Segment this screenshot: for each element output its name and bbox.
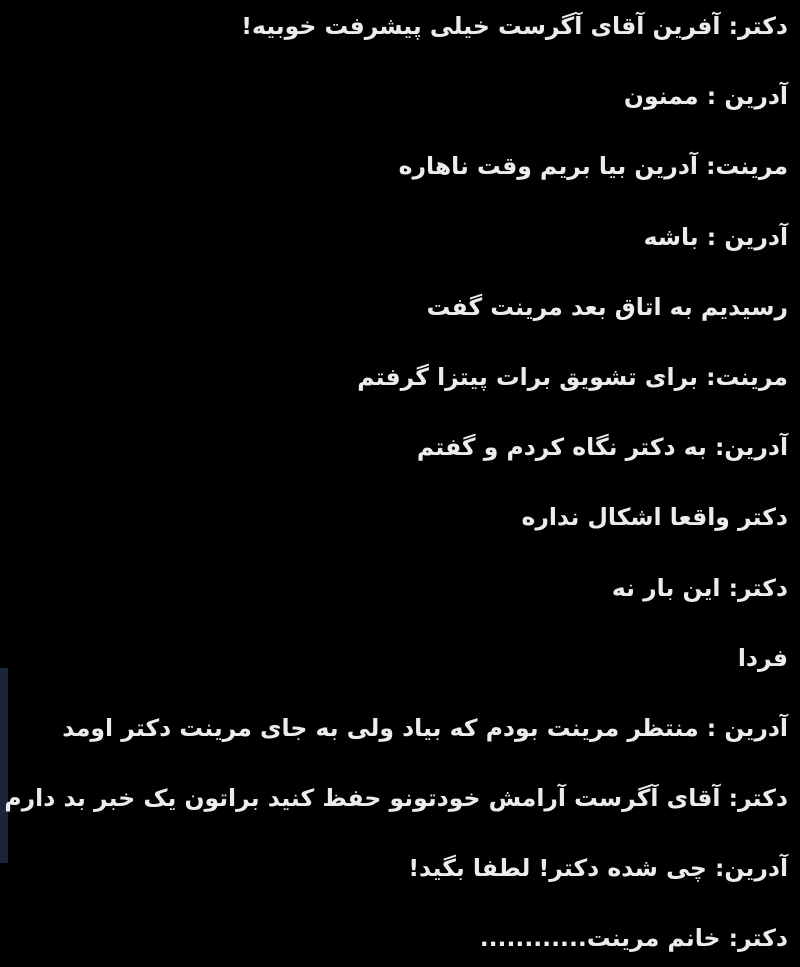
story-line: آدرین : منتظر مرینت بودم که بیاد ولی به جای مرینت دکتر اومد <box>62 713 788 742</box>
story-line: آدرین : ممنون <box>623 82 788 111</box>
story-line: دکتر واقعا اشکال نداره <box>521 503 788 532</box>
story-line: آدرین : باشه <box>643 222 788 251</box>
story-line: مرینت: برای تشویق برات پیتزا گرفتم <box>357 362 788 391</box>
story-line: فردا <box>737 643 788 672</box>
story-line: آدرین: چی شده دکتر! لطفا بگید! <box>408 854 788 883</box>
story-line: رسیدیم به اتاق بعد مرینت گفت <box>426 292 788 321</box>
story-line: دکتر: آقای آگرست آرامش خودتونو حفظ کنید براتون یک خبر بد دارم <box>4 784 788 813</box>
story-line: مرینت: آدرین بیا بریم وقت ناهاره <box>398 152 788 181</box>
story-line: آدرین: به دکتر نگاه کردم و گفتم <box>416 433 788 462</box>
story-line: دکتر: آفرین آقای آگرست خیلی پیشرفت خوبیه! <box>241 12 788 40</box>
story-line: دکتر: خانم مرینت............ <box>479 924 788 953</box>
story-line: دکتر: این بار نه <box>611 573 788 602</box>
